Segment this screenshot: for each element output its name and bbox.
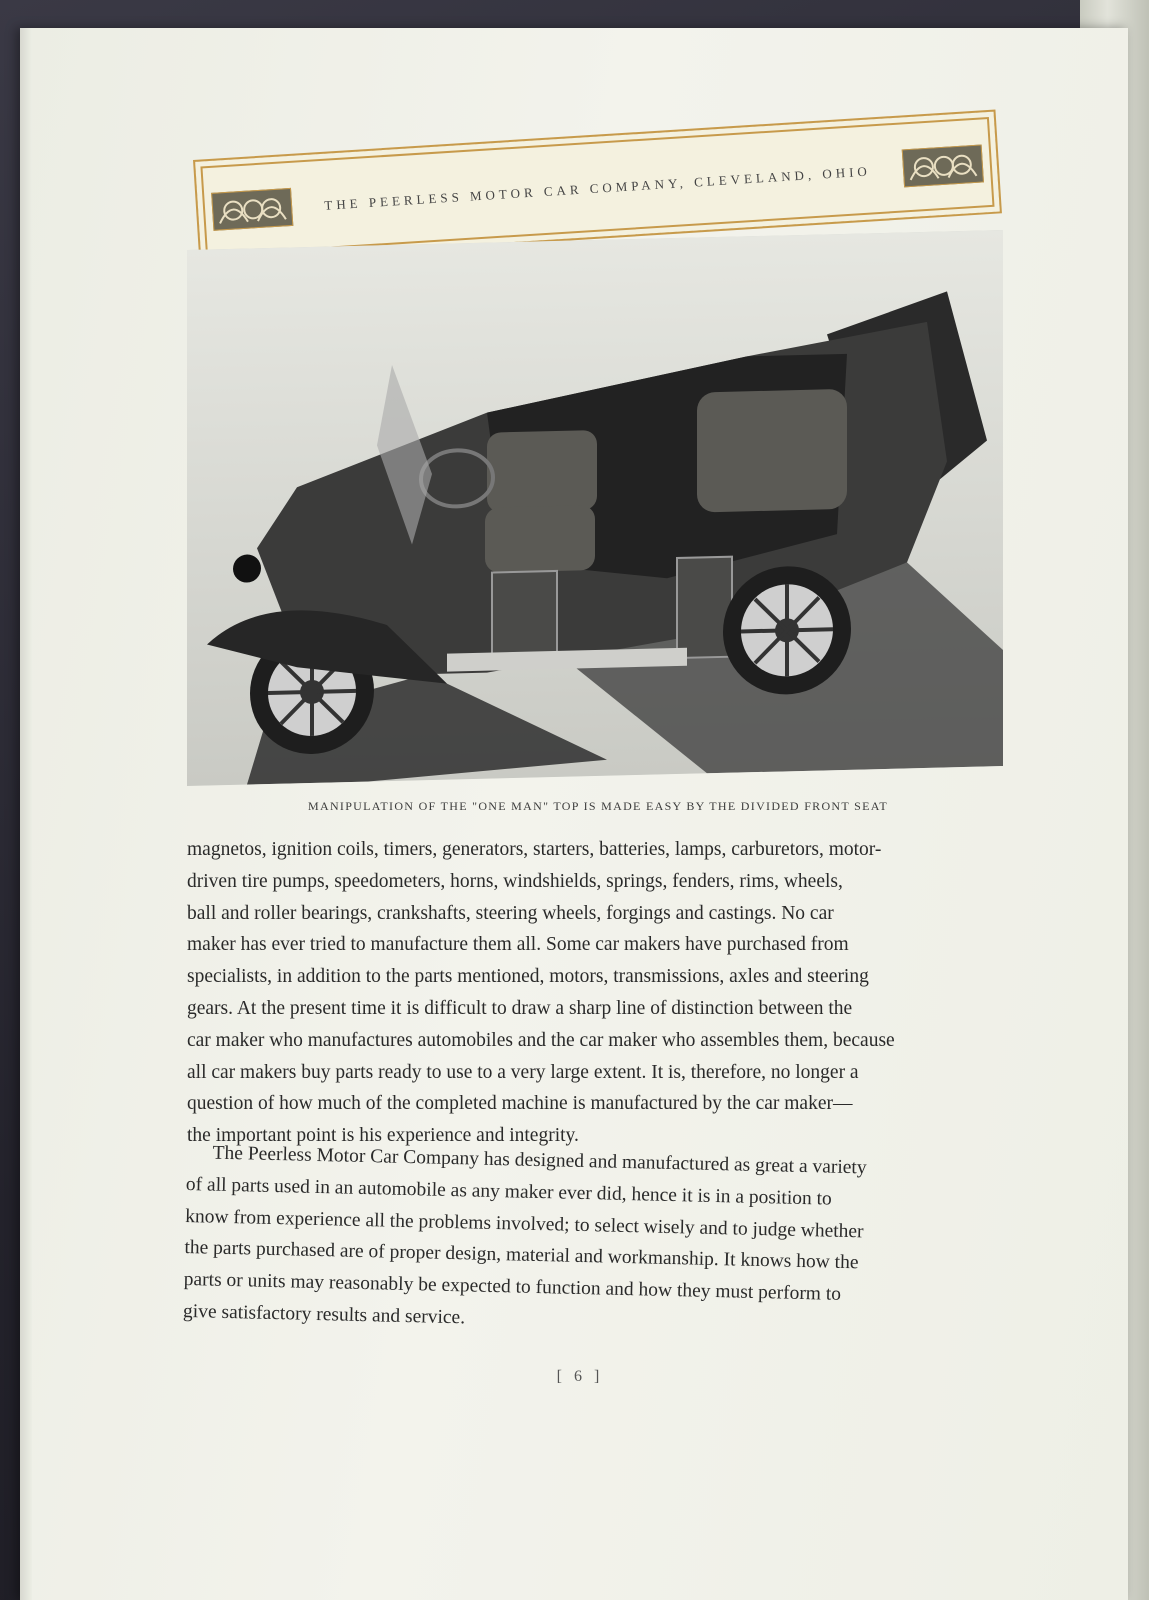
text-line: maker has ever tried to manufacture them all. Some car makers have purchased from [187, 934, 849, 956]
paragraph-2 [183, 1137, 1015, 1347]
text-line: know from experience all the problems involved; to select wisely and to judge whether [184, 1205, 864, 1242]
text-line: of all parts used in an automobile as any maker ever did, hence it is in a position to [185, 1173, 833, 1210]
text-line: parts or units may reasonably be expected to function and how they must perform to [183, 1269, 842, 1306]
text-line: the important point is his experience and integrity. [187, 1125, 579, 1147]
text-line: all car makers buy parts ready to use to a very large extent. It is, therefore, no longer a [187, 1061, 859, 1083]
text-line: specialists, in addition to the parts mentioned, motors, transmissions, axles and steering [187, 966, 869, 988]
text-line: gears. At the present time it is difficult to draw a sharp line of distinction between the [187, 997, 853, 1019]
text-line: give satisfactory results and service. [182, 1300, 466, 1329]
text-line: the parts purchased are of proper design, material and workmanship. It knows how the [184, 1237, 859, 1274]
text-line: magnetos, ignition coils, timers, generators, starters, batteries, lamps, carburetors, motor- [187, 839, 882, 860]
photo-caption: MANIPULATION OF THE "ONE MAN" TOP IS MADE EASY BY THE DIVIDED FRONT SEAT [308, 799, 888, 813]
ornament-icon [211, 188, 293, 231]
car-photograph [187, 230, 1003, 786]
text-line: driven tire pumps, speedometers, horns, windshields, springs, fenders, rims, wheels, [187, 870, 843, 892]
header-title: THE PEERLESS MOTOR CAR COMPANY, CLEVELAND, OHIO [323, 163, 872, 213]
page-edge [20, 28, 32, 1600]
page-number: [ 6 ] [556, 1368, 604, 1385]
text-line: car maker who manufactures automobiles and the car maker who assembles them, because [187, 1029, 895, 1051]
ornament-icon [902, 144, 984, 187]
paragraph-1 [187, 834, 1015, 1152]
text-line: question of how much of the completed machine is manufactured by the car maker— [187, 1093, 853, 1115]
text-line: ball and roller bearings, crankshafts, steering wheels, forgings and castings. No car [187, 902, 834, 924]
text-line: The Peerless Motor Car Company has designed and manufactured as great a variety [212, 1142, 867, 1179]
